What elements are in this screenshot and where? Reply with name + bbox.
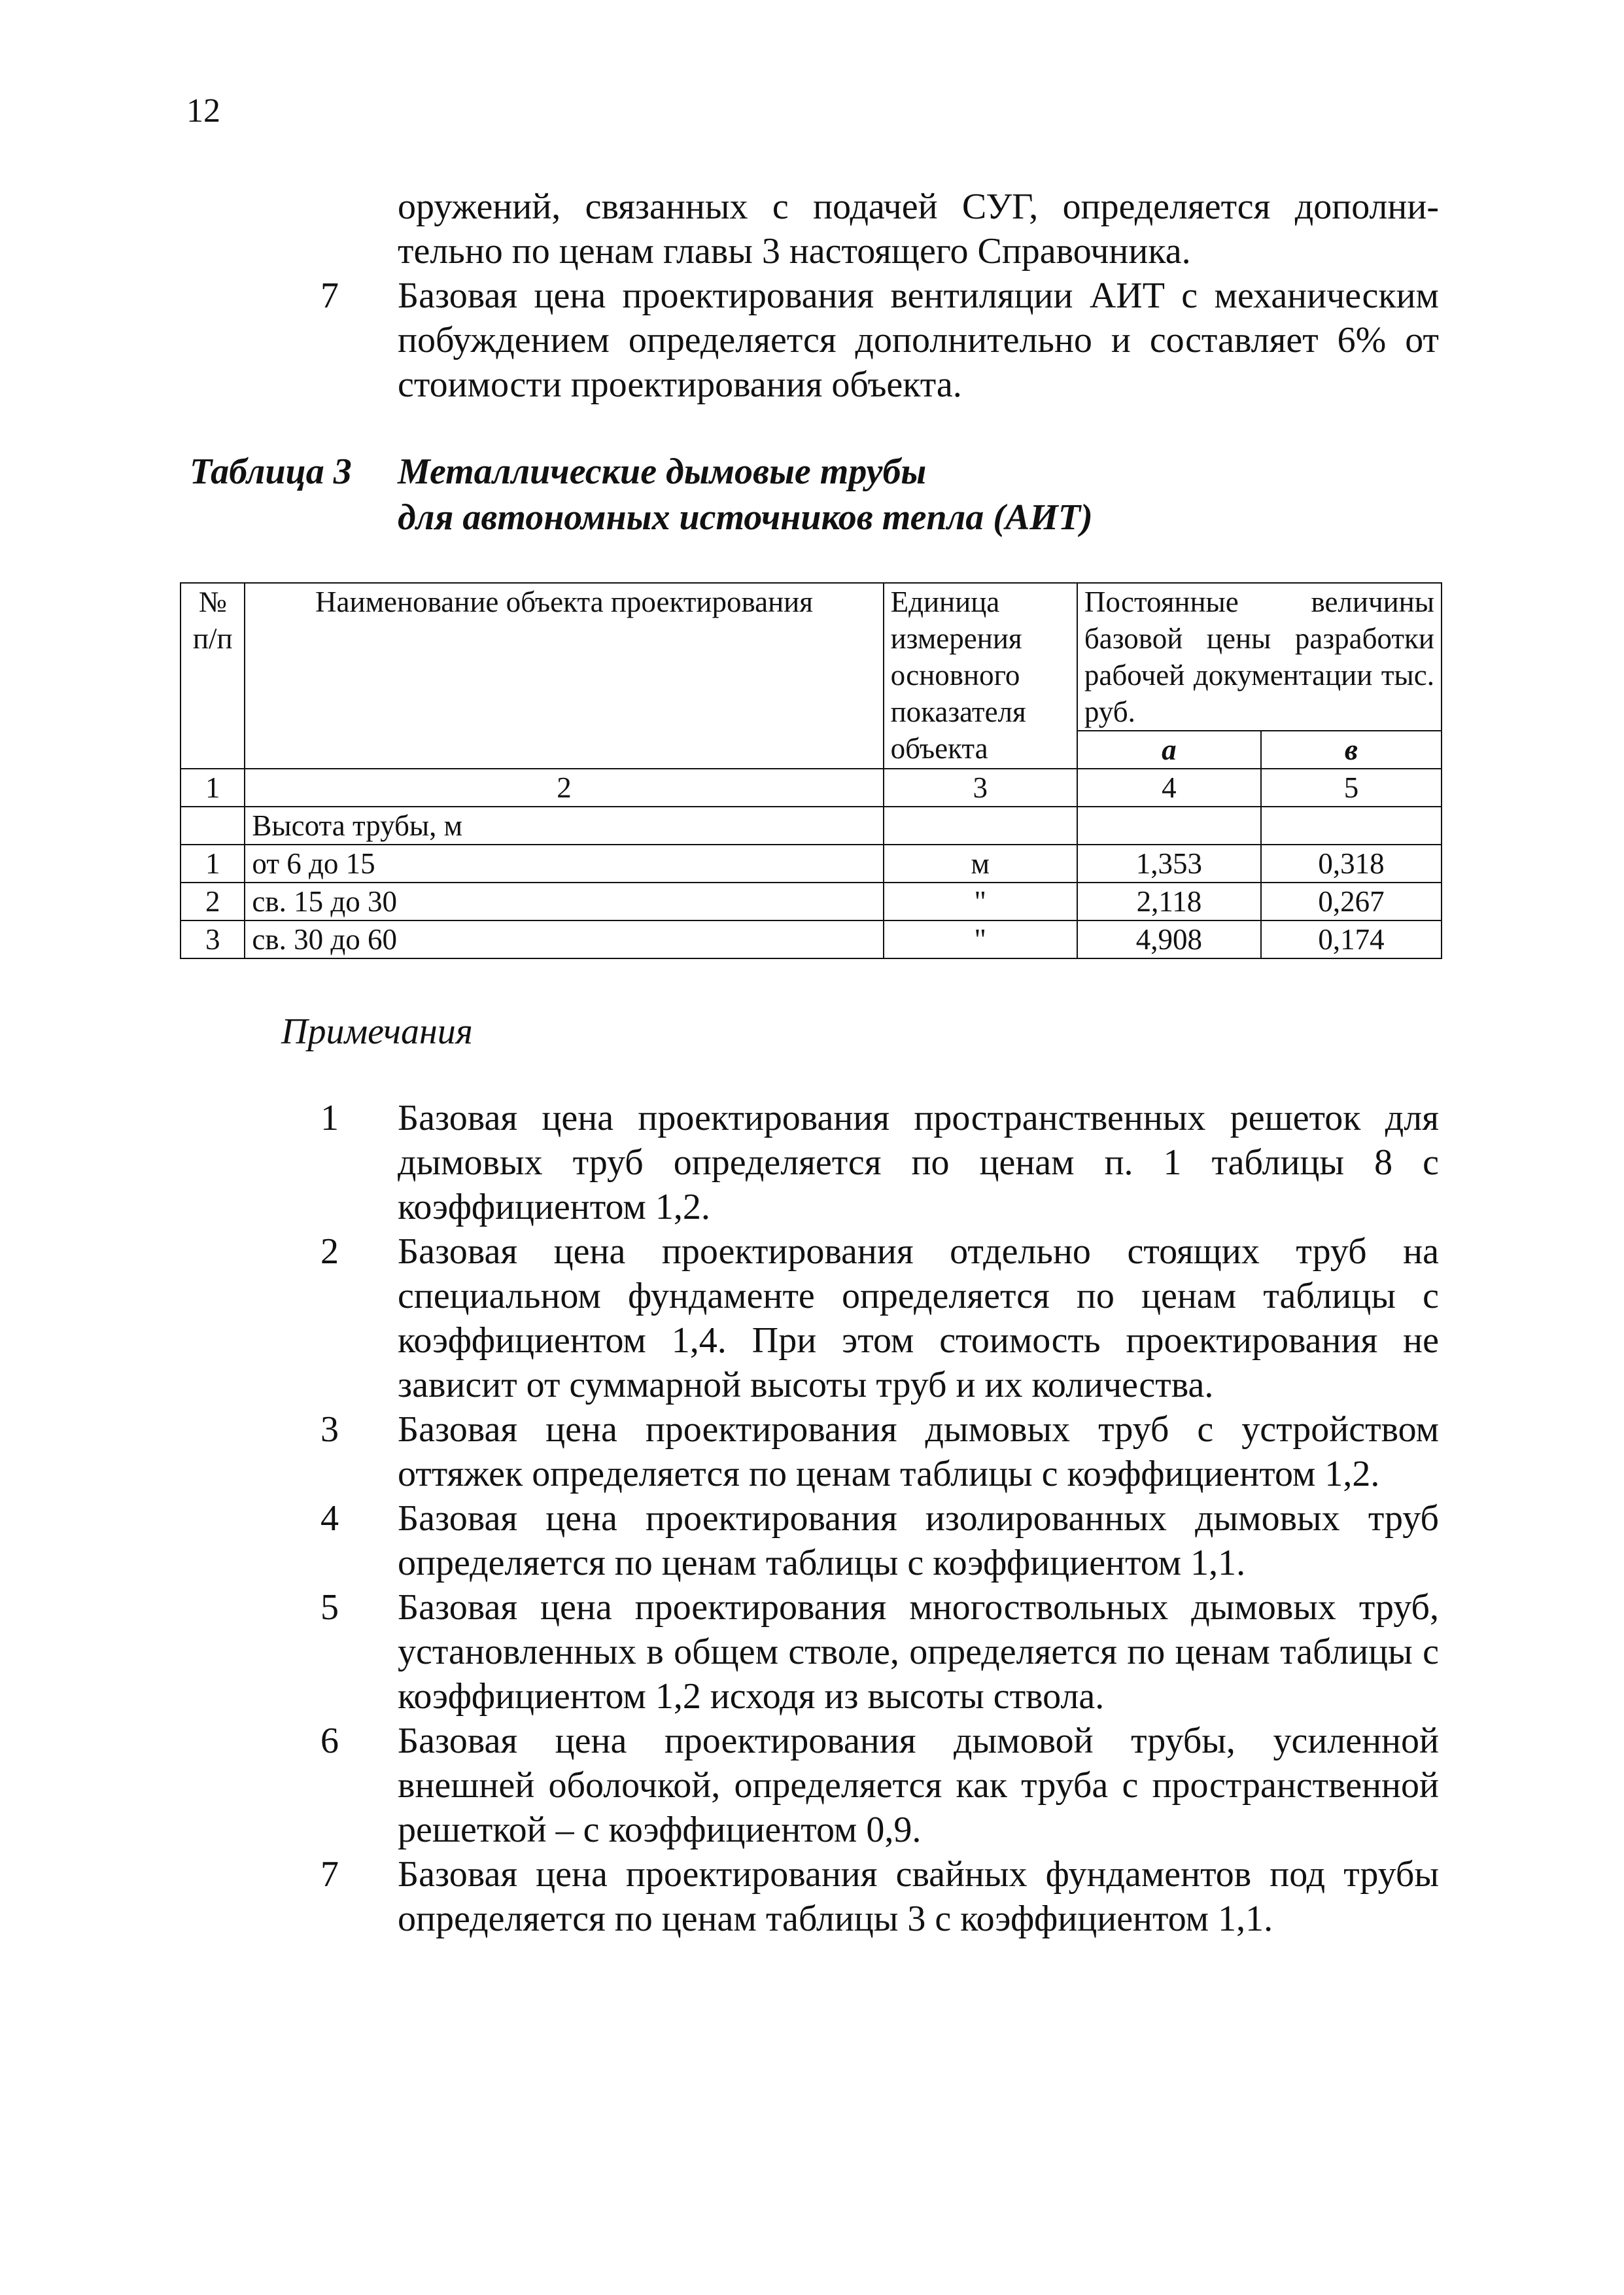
col-number-4: 4 [1077, 769, 1261, 807]
row-num: 3 [181, 920, 245, 958]
column-number-row [181, 769, 1442, 807]
note-number: 4 [320, 1498, 339, 1539]
note-text: Базовая цена проектирования многоствольных дымовых труб, установленных в общем стволе, определяется по ценам таблицы с коэффициентом 1,2 исходя из высоты ствола. [398, 1587, 1439, 1717]
note-text: Базовая цена проектирования изолированных дымовых труб определяется по ценам таблицы с коэффициентом 1,1. [398, 1498, 1439, 1583]
group-label: Высота трубы, м [245, 807, 883, 845]
row-num: 2 [181, 883, 245, 920]
row-a: 1,353 [1077, 845, 1261, 883]
table-title [398, 449, 1093, 540]
header-unit: Единица измерения основного показателя объекта [884, 583, 1077, 769]
note-item [320, 1585, 1439, 1719]
col-number-2: 2 [245, 769, 883, 807]
note-number: 6 [320, 1721, 339, 1761]
notes-list [320, 1096, 1439, 1941]
note-item [320, 1852, 1439, 1941]
note-number: 1 [320, 1098, 339, 1138]
header-num: № п/п [181, 583, 245, 769]
table-row [181, 883, 1442, 920]
row-a: 4,908 [1077, 920, 1261, 958]
table-row [181, 845, 1442, 883]
continuation-line-1: оружений, связанных с подачей СУГ, определяется дополни- [398, 186, 1439, 227]
table-label: Таблица 3 [190, 451, 352, 492]
notes-title: Примечания [281, 1011, 473, 1052]
row-b: 0,267 [1261, 883, 1442, 920]
header-a: а [1077, 731, 1261, 769]
row-unit: " [884, 920, 1077, 958]
note-item [320, 1229, 1439, 1407]
row-unit: " [884, 883, 1077, 920]
chimney-price-table [180, 582, 1442, 959]
row-b: 0,174 [1261, 920, 1442, 958]
note-number: 2 [320, 1231, 339, 1272]
header-name: Наименование объекта проектирования [245, 583, 883, 769]
note-text: Базовая цена проектирования дымовой трубы, усиленной внешней оболочкой, определяется как труба с пространственной решеткой – с коэффициентом 0,9. [398, 1721, 1439, 1850]
table-title-line-1: Металлические дымовые трубы [398, 451, 927, 492]
item-number: 7 [320, 275, 339, 316]
row-b: 0,318 [1261, 845, 1442, 883]
note-item [320, 1407, 1439, 1496]
col-number-1: 1 [181, 769, 245, 807]
note-text: Базовая цена проектирования пространственных решеток для дымовых труб определяется по ценам п. 1 таблицы 8 с коэффициентом 1,2. [398, 1098, 1439, 1227]
note-number: 3 [320, 1409, 339, 1450]
header-constants: Постоянные величины базовой цены разработки рабочей документации тыс. руб. [1077, 583, 1442, 731]
note-item [320, 1719, 1439, 1852]
note-text: Базовая цена проектирования свайных фундаментов под трубы определяется по ценам таблицы 3 с коэффициентом 1,1. [398, 1854, 1439, 1939]
note-text: Базовая цена проектирования дымовых труб с устройством оттяжек определяется по ценам таблицы с коэффициентом 1,2. [398, 1409, 1439, 1494]
top-text-block [320, 184, 1439, 407]
note-number: 7 [320, 1854, 339, 1895]
continuation-line-2: тельно по ценам главы 3 настоящего Справочника. [398, 231, 1191, 272]
table-header-row [181, 583, 1442, 731]
col-number-5: 5 [1261, 769, 1442, 807]
table-title-line-2: для автономных источников тепла (АИТ) [398, 497, 1093, 538]
row-num: 1 [181, 845, 245, 883]
row-unit: м [884, 845, 1077, 883]
col-number-3: 3 [884, 769, 1077, 807]
table-row [181, 920, 1442, 958]
group-row [181, 807, 1442, 845]
row-name: св. 30 до 60 [245, 920, 883, 958]
top-item-7 [320, 273, 1439, 407]
row-a: 2,118 [1077, 883, 1261, 920]
note-item [320, 1496, 1439, 1585]
note-text: Базовая цена проектирования отдельно стоящих труб на специальном фундаменте определяется по ценам таблицы с коэффициентом 1,4. При этом стоимость проектирования не зависит от суммарной высоты труб и их количества. [398, 1231, 1439, 1405]
item-text: Базовая цена проектирования вентиляции АИТ с механическим побуждением определяется дополнительно и составляет 6% от стоимости проектирования объекта. [398, 275, 1439, 405]
page-number: 12 [186, 92, 220, 130]
note-number: 5 [320, 1587, 339, 1628]
row-name: св. 15 до 30 [245, 883, 883, 920]
row-name: от 6 до 15 [245, 845, 883, 883]
note-item [320, 1096, 1439, 1229]
header-b: в [1261, 731, 1442, 769]
